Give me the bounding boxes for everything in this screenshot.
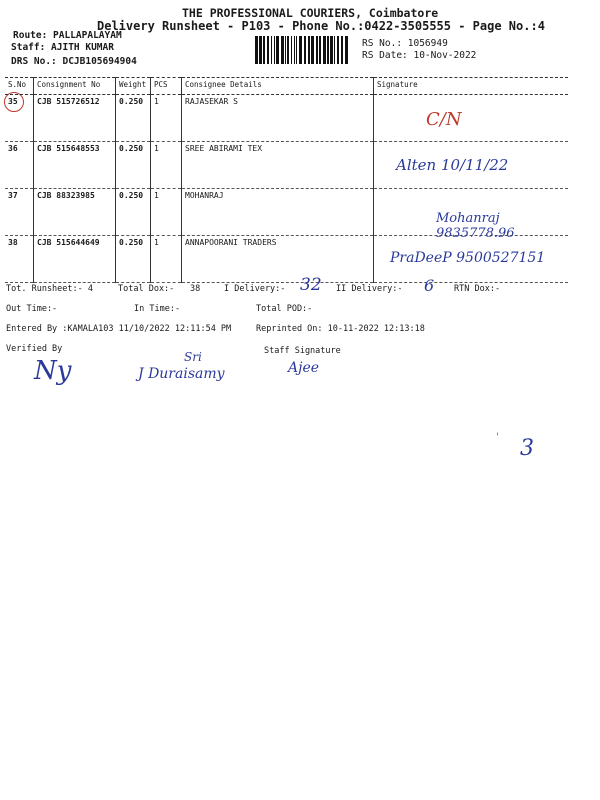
barcode-bar [323,36,326,64]
cell-signature [374,236,569,283]
col-pcs: PCS [151,78,182,95]
barcode-bar [276,36,279,64]
staff-signature: Ajee [288,360,320,376]
company-title: THE PROFESSIONAL COURIERS, Coimbatore [182,6,439,20]
barcode-bar [308,36,310,64]
barcode-bar [299,36,302,64]
col-weight: Weight [116,78,151,95]
runsheet-heading: Delivery Runsheet - P103 - Phone No.:0422-3505555 - Page No.:4 [97,19,545,33]
barcode-bar [341,36,343,64]
col-signature: Signature [374,78,569,95]
handwritten-signature: C/N [426,109,462,130]
cell-sno: 35 [5,95,34,142]
cell-signature [374,142,569,189]
drs-number: DRS No.: DCJB105694904 [11,56,137,67]
barcode-bar [291,36,292,64]
barcode-bar [263,36,265,64]
barcode-bar [319,36,321,64]
barcode-bar [259,36,262,64]
page-mark: 3 [520,436,534,461]
barcode-bar [294,36,295,64]
barcode-bar [327,36,329,64]
handwritten-signature: Alten 10/11/22 [396,156,509,174]
cell-weight: 0.250 [116,189,151,236]
handwritten-signature: Mohanraj 9835778.96 [436,211,515,241]
cell-weight: 0.250 [116,142,151,189]
middle-signature-initial: Sri [184,350,202,364]
cell-pcs: 1 [151,95,182,142]
cell-signature [374,95,569,142]
cell-pcs: 1 [151,189,182,236]
cell-consignment: CJB 515648553 [34,142,116,189]
table-row [5,189,568,236]
cell-weight: 0.250 [116,236,151,283]
barcode-bar [285,36,286,64]
table-row [5,95,568,142]
total-dox-value: 38 [190,284,201,294]
route-label: Route: PALLAPALAYAM [13,30,122,41]
barcode-bar [345,36,348,64]
cell-consignee: MOHANRAJ [182,189,374,236]
i-delivery-label: I Delivery:- [224,284,286,294]
staff-label: Staff: AJITH KUMAR [11,42,114,53]
cell-consignee: RAJASEKAR S [182,95,374,142]
table-header-row [5,78,568,95]
rs-number: RS No.: 1056949 [362,38,448,49]
table-row [5,142,568,189]
barcode-bar [274,36,275,64]
tot-runsheet: Tot. Runsheet:- 4 [6,284,93,294]
total-dox-label: Total Dox:- [118,284,175,294]
barcode-bar [267,36,269,64]
cell-pcs: 1 [151,236,182,283]
barcode-bar [311,36,314,64]
barcode-bar [255,36,258,64]
cell-consignment: CJB 515726512 [34,95,116,142]
barcode-bar [330,36,333,64]
cell-consignee: ANNAPOORANI TRADERS [182,236,374,283]
cell-weight: 0.250 [116,95,151,142]
barcode-bar [271,36,272,64]
cell-sno: 37 [5,189,34,236]
ii-delivery-label: II Delivery:- [336,284,403,294]
barcode-bar [296,36,297,64]
middle-signature: J Duraisamy [138,366,225,382]
barcode-bar [304,36,306,64]
rtn-dox: RTN Dox:- [454,284,501,294]
table-row [5,236,568,283]
cell-pcs: 1 [151,142,182,189]
cell-sno: 38 [5,236,34,283]
cell-sno: 36 [5,142,34,189]
barcode-image [255,36,350,64]
cell-signature [374,189,569,241]
barcode-bar [287,36,289,64]
staff-signature-label: Staff Signature [264,346,341,356]
verified-signature: Ny [34,356,72,386]
cell-consignment: CJB 515644649 [34,236,116,283]
barcode-bar [281,36,284,64]
col-consignee: Consignee Details [182,78,374,95]
reprinted-on: Reprinted On: 10-11-2022 12:13:18 [256,324,425,334]
barcode-bar [334,36,335,64]
cell-consignee: SREE ABIRAMI TEX [182,142,374,189]
out-time: Out Time:- [6,304,58,314]
rs-date: RS Date: 10-Nov-2022 [362,50,477,61]
barcode-bar [316,36,318,64]
total-pod: Total POD:- [256,304,313,314]
entered-by: Entered By :KAMALA103 11/10/2022 12:11:54 PM [6,324,232,334]
red-tick-mark: ' [496,432,499,443]
cell-consignment: CJB 88323985 [34,189,116,236]
col-consignment: Consignment No [34,78,116,95]
barcode-bar [337,36,339,64]
handwritten-signature: PraDeeP 9500527151 [390,250,546,266]
col-sno: S.No [5,78,34,95]
runsheet-table [5,77,568,283]
verified-by-label: Verified By [6,344,63,354]
i-delivery-value: 32 [300,275,322,295]
in-time: In Time:- [134,304,181,314]
ii-delivery-value: 6 [424,276,435,295]
